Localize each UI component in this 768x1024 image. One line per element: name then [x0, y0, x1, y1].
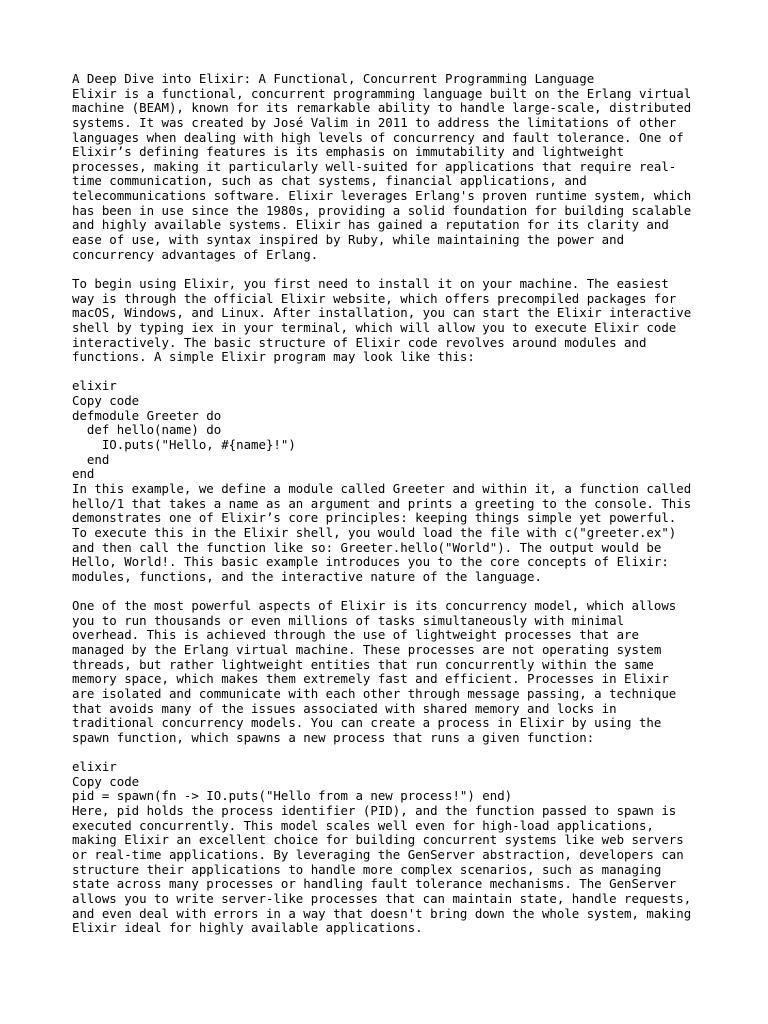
pid-paragraph: [72, 804, 712, 936]
text-line: spawn function, which spawns a new process that runs a given function:: [72, 729, 595, 745]
text-line: systems. It was created by José Valim in 2011 to address the limitations of other: [72, 114, 677, 130]
text-line: and highly available systems. Elixir has gained a reputation for its clarity and: [72, 217, 669, 233]
text-line: and even deal with errors in a way that doesn't bring down the whole system, making: [72, 905, 692, 921]
code-line: pid = spawn(fn -> IO.puts("Hello from a new process!") end): [72, 788, 513, 804]
code-line: end: [72, 466, 95, 482]
text-line: executed concurrently. This model scales well even for high-load applications,: [72, 817, 654, 833]
text-line: telecommunications software. Elixir leverages Erlang's proven runtime system, which: [72, 188, 692, 204]
text-line: To begin using Elixir, you first need to install it on your machine. The easiest: [72, 275, 669, 291]
text-line: threads, but rather lightweight entities that run concurrently within the same: [72, 656, 654, 672]
copy-code-label: Copy code: [72, 393, 140, 409]
text-line: macOS, Windows, and Linux. After installation, you can start the Elixir interactive: [72, 305, 692, 321]
text-line: interactively. The basic structure of Elixir code revolves around modules and: [72, 334, 647, 350]
text-line: Here, pid holds the process identifier (PID), and the function passed to spawn is: [72, 803, 677, 819]
text-line: processes, making it particularly well-suited for applications that require real-: [72, 158, 677, 174]
code-language-label: elixir: [72, 759, 117, 775]
text-line: modules, functions, and the interactive nature of the language.: [72, 568, 542, 584]
text-line: machine (BEAM), known for its remarkable ability to handle large-scale, distributed: [72, 100, 692, 116]
text-line: Elixir’s defining features is its emphasis on immutability and lightweight: [72, 144, 625, 160]
text-line: ease of use, with syntax inspired by Ruby, while maintaining the power and: [72, 232, 625, 248]
text-line: demonstrates one of Elixir’s core principles: keeping things simple yet powerful.: [72, 510, 677, 526]
text-line: To execute this in the Elixir shell, you would load the file with c("greeter.ex"): [72, 524, 677, 540]
text-line: or real-time applications. By leveraging the GenServer abstraction, developers can: [72, 846, 684, 862]
text-line: Hello, World!. This basic example introduces you to the core concepts of Elixir:: [72, 554, 669, 570]
text-line: traditional concurrency models. You can create a process in Elixir by using the: [72, 715, 662, 731]
copy-code-label: Copy code: [72, 773, 140, 789]
text-line: memory space, which makes them extremely fast and efficient. Processes in Elixir: [72, 671, 669, 687]
text-line: functions. A simple Elixir program may look like this:: [72, 349, 475, 365]
text-line: Elixir ideal for highly available applications.: [72, 920, 423, 936]
document-title: A Deep Dive into Elixir: A Functional, Concurrent Programming Language: [72, 71, 595, 86]
document-page: [72, 72, 712, 936]
text-line: making Elixir an excellent choice for building concurrent systems like web servers: [72, 832, 684, 848]
text-line: In this example, we define a module called Greeter and within it, a function called: [72, 480, 692, 496]
text-line: way is through the official Elixir website, which offers precompiled packages for: [72, 290, 677, 306]
text-line: structure their applications to handle more complex scenarios, such as managing: [72, 861, 662, 877]
code-line: defmodule Greeter do: [72, 407, 222, 423]
code-block-greeter: [72, 379, 712, 481]
text-line: concurrency advantages of Erlang.: [72, 246, 319, 262]
text-line: you to run thousands or even millions of tasks simultaneously with minimal: [72, 612, 625, 628]
code-language-label: elixir: [72, 378, 117, 394]
code-block-spawn: [72, 760, 712, 804]
text-line: Elixir is a functional, concurrent programming language built on the Erlang virtual: [72, 85, 692, 101]
install-paragraph: [72, 277, 712, 365]
paragraph-spacer: [72, 745, 712, 760]
text-line: languages when dealing with high levels of concurrency and fault tolerance. One of: [72, 129, 684, 145]
text-line: allows you to write server-like processes that can maintain state, handle requests,: [72, 890, 692, 906]
text-line: state across many processes or handling fault tolerance mechanisms. The GenServer: [72, 876, 677, 892]
text-line: managed by the Erlang virtual machine. These processes are not operating system: [72, 641, 662, 657]
code-line: IO.puts("Hello, #{name}!"): [72, 437, 296, 453]
text-line: that avoids many of the issues associated with shared memory and locks in: [72, 700, 617, 716]
code-line: def hello(name) do: [72, 422, 222, 438]
text-line: One of the most powerful aspects of Elixir is its concurrency model, which allows: [72, 598, 677, 614]
text-line: are isolated and communicate with each other through message passing, a technique: [72, 685, 677, 701]
code-line: end: [72, 451, 110, 467]
text-line: has been in use since the 1980s, providing a solid foundation for building scalable: [72, 202, 692, 218]
paragraph-spacer: [72, 584, 712, 599]
text-line: shell by typing iex in your terminal, which will allow you to execute Elixir code: [72, 319, 677, 335]
text-line: hello/1 that takes a name as an argument and prints a greeting to the console. This: [72, 495, 692, 511]
text-line: and then call the function like so: Greeter.hello("World"). The output would be: [72, 539, 662, 555]
text-line: overhead. This is achieved through the use of lightweight processes that are: [72, 627, 639, 643]
concurrency-paragraph: [72, 599, 712, 745]
paragraph-spacer: [72, 262, 712, 277]
intro-paragraph: [72, 87, 712, 263]
example-paragraph: [72, 482, 712, 584]
paragraph-spacer: [72, 365, 712, 380]
text-line: time communication, such as chat systems, financial applications, and: [72, 173, 587, 189]
